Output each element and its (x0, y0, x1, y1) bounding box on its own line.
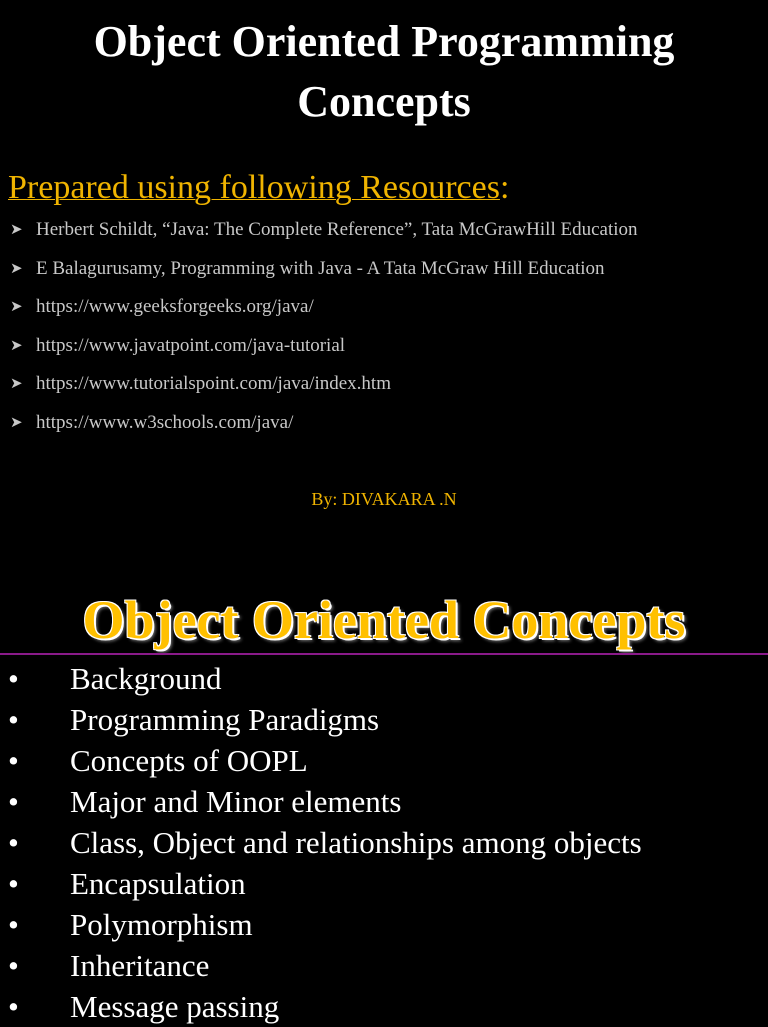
round-bullet-icon: • (8, 743, 19, 778)
slide-heading: Object Oriented Concepts (82, 590, 686, 650)
topic-item (0, 986, 768, 1027)
topic-item (0, 863, 768, 904)
resource-link[interactable]: https://www.javatpoint.com/java-tutorial (36, 335, 346, 356)
page-title (0, 12, 768, 132)
resource-link[interactable]: https://www.tutorialspoint.com/java/index.htm (36, 373, 391, 394)
topic-text: Encapsulation (70, 866, 246, 901)
resource-text: E Balagurusamy, Programming with Java - A Tata McGraw Hill Education (36, 258, 605, 279)
round-bullet-icon: • (8, 907, 19, 942)
divider-line (0, 653, 768, 655)
arrowhead-bullet-icon: ➤ (10, 261, 23, 277)
round-bullet-icon: • (8, 948, 19, 983)
resource-text: Herbert Schildt, “Java: The Complete Reference”, Tata McGrawHill Education (36, 219, 638, 240)
topic-text: Background (70, 661, 222, 696)
arrowhead-bullet-icon: ➤ (10, 338, 23, 354)
topic-text: Concepts of OOPL (70, 743, 308, 778)
title-line-2: Concepts (297, 77, 471, 126)
round-bullet-icon: • (8, 661, 19, 696)
topic-item (0, 740, 768, 781)
resource-item (0, 331, 760, 361)
arrowhead-bullet-icon: ➤ (10, 415, 23, 431)
resources-heading (8, 166, 509, 210)
resource-item (0, 292, 760, 322)
arrowhead-bullet-icon: ➤ (10, 376, 23, 392)
title-line-1: Object Oriented Programming (93, 17, 675, 66)
topic-text: Inheritance (70, 948, 210, 983)
resource-item (0, 408, 760, 438)
topic-text: Major and Minor elements (70, 784, 402, 819)
resource-link[interactable]: https://www.geeksforgeeks.org/java/ (36, 296, 314, 317)
resource-item (0, 369, 760, 399)
topic-text: Message passing (70, 989, 280, 1024)
resources-heading-text: Prepared using following Resources (8, 169, 500, 206)
round-bullet-icon: • (8, 989, 19, 1024)
round-bullet-icon: • (8, 825, 19, 860)
topic-item (0, 781, 768, 822)
topic-item (0, 658, 768, 699)
resource-item (0, 215, 760, 245)
slide-topics (0, 548, 768, 1024)
topic-text: Programming Paradigms (70, 702, 380, 737)
resources-heading-colon: : (499, 169, 510, 206)
topic-item (0, 699, 768, 740)
topic-text: Class, Object and relationships among objects (70, 825, 642, 860)
topic-item (0, 822, 768, 863)
arrowhead-bullet-icon: ➤ (10, 222, 23, 238)
resource-link[interactable]: https://www.w3schools.com/java/ (36, 412, 294, 433)
resource-item (0, 254, 760, 284)
round-bullet-icon: • (8, 784, 19, 819)
topic-item (0, 904, 768, 945)
author-byline: By: DIVAKARA .N (311, 489, 457, 509)
arrowhead-bullet-icon: ➤ (10, 299, 23, 315)
round-bullet-icon: • (8, 866, 19, 901)
topic-text: Polymorphism (70, 907, 253, 942)
round-bullet-icon: • (8, 702, 19, 737)
topic-item (0, 945, 768, 986)
